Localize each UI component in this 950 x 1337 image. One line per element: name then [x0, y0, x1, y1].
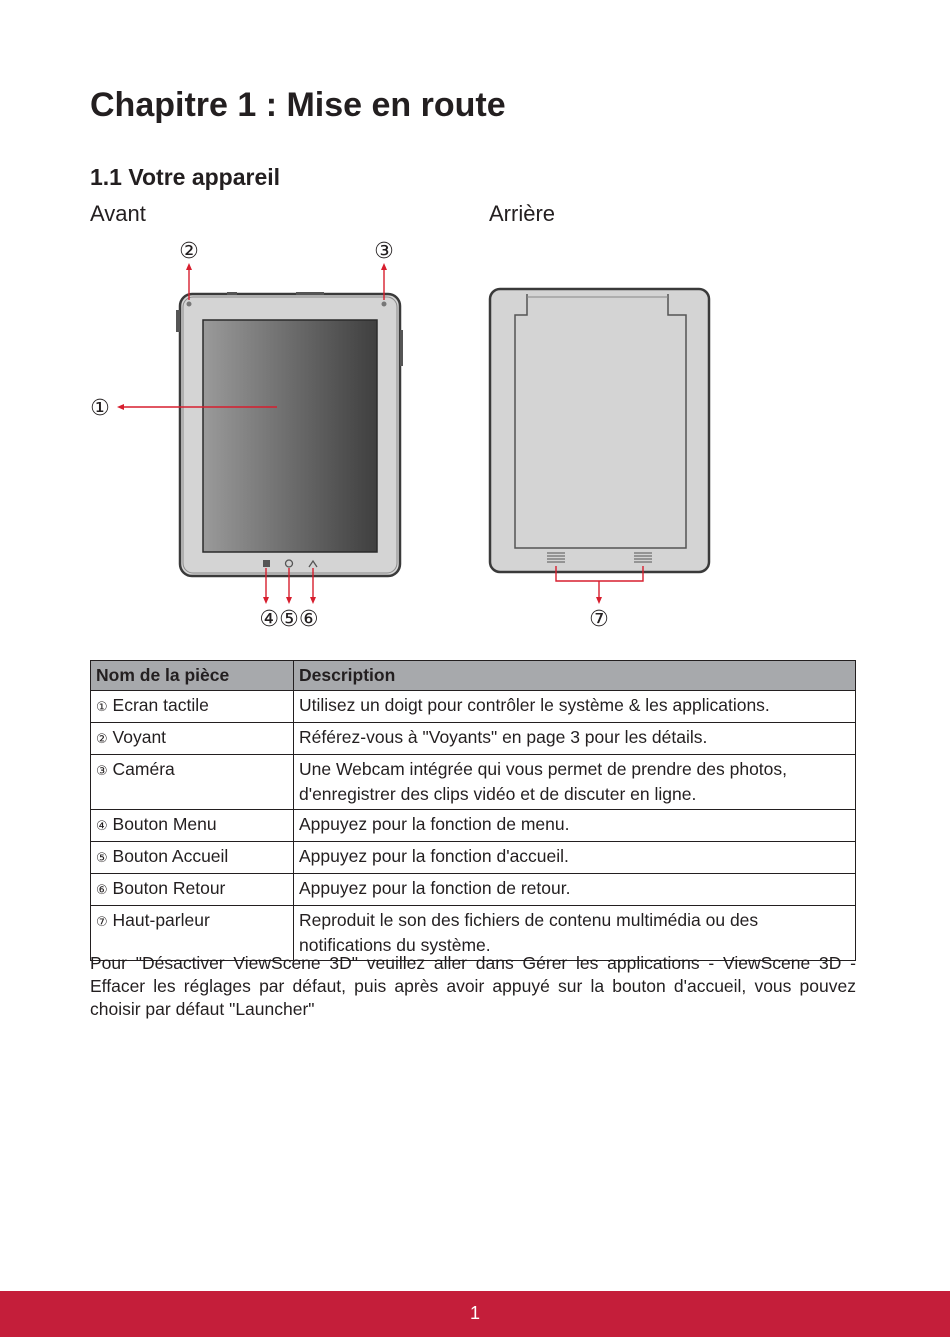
- part-number: ①: [96, 700, 108, 715]
- part-description: Appuyez pour la fonction de menu.: [294, 810, 856, 842]
- tablet-back: [490, 289, 709, 572]
- parts-table: [90, 660, 856, 961]
- camera-lens: [382, 302, 387, 307]
- table-row: [91, 723, 856, 755]
- part-name: Bouton Menu: [112, 814, 217, 834]
- back-view-label: Arrière: [489, 201, 556, 226]
- table-header-row: [91, 661, 856, 691]
- part-number: ⑥: [96, 883, 108, 898]
- part-name: Bouton Accueil: [112, 846, 229, 866]
- part-name: Ecran tactile: [112, 695, 209, 715]
- section-title: 1.1 Votre appareil: [90, 164, 281, 190]
- part-number: ②: [96, 732, 108, 747]
- part-number: ⑦: [96, 915, 108, 930]
- table-row: [91, 691, 856, 723]
- part-name: Voyant: [112, 727, 167, 747]
- part-name-cell: [91, 874, 294, 906]
- callout-1: ①: [90, 396, 110, 421]
- footer-bar: [0, 1291, 950, 1337]
- table-row: [91, 755, 856, 810]
- front-view-label: Avant: [90, 201, 146, 226]
- part-name: Haut-parleur: [112, 910, 210, 930]
- table-row: [91, 874, 856, 906]
- part-name-cell: [91, 723, 294, 755]
- tablet-front: [176, 292, 403, 576]
- part-number: ③: [96, 764, 108, 779]
- callout-2: ②: [179, 239, 199, 264]
- touch-screen: [203, 320, 377, 552]
- part-name-cell: [91, 810, 294, 842]
- part-name-cell: [91, 755, 294, 810]
- page-number: 1: [469, 1303, 480, 1323]
- table-row: [91, 842, 856, 874]
- menu-button-icon: [263, 560, 270, 567]
- part-name-cell: [91, 691, 294, 723]
- part-description: Utilisez un doigt pour contrôler le système & les applications.: [294, 691, 856, 723]
- chapter-title: Chapitre 1 : Mise en route: [90, 86, 506, 124]
- part-number: ⑤: [96, 851, 108, 866]
- part-name: Bouton Retour: [112, 878, 226, 898]
- header-description: Description: [294, 661, 856, 691]
- header-part-name: Nom de la pièce: [91, 661, 294, 691]
- part-name: Caméra: [112, 759, 175, 779]
- viewscene-note: Pour "Désactiver ViewScene 3D" veuillez aller dans Gérer les applications - ViewScene 3D - Effacer les réglages par défaut, puis après avoir appuyé sur la bouton d'accueil, vous pouvez choisir par défaut "Launcher": [90, 953, 856, 1019]
- part-description: Appuyez pour la fonction de retour.: [294, 874, 856, 906]
- part-description: Référez-vous à "Voyants" en page 3 pour les détails.: [294, 723, 856, 755]
- device-illustration: [0, 230, 950, 640]
- callout-7: ⑦: [589, 607, 609, 632]
- table-row: [91, 810, 856, 842]
- callout-4-5-6: ④⑤⑥: [259, 607, 319, 632]
- part-number: ④: [96, 819, 108, 834]
- indicator-light: [187, 302, 192, 307]
- callout-3: ③: [374, 239, 394, 264]
- part-description: Appuyez pour la fonction d'accueil.: [294, 842, 856, 874]
- part-description: Une Webcam intégrée qui vous permet de prendre des photos, d'enregistrer des clips vidéo et de discuter en ligne.: [294, 755, 856, 810]
- part-description: Reproduit le son des fichiers de contenu multimédia ou des notifications du système.: [294, 906, 856, 961]
- part-name-cell: [91, 842, 294, 874]
